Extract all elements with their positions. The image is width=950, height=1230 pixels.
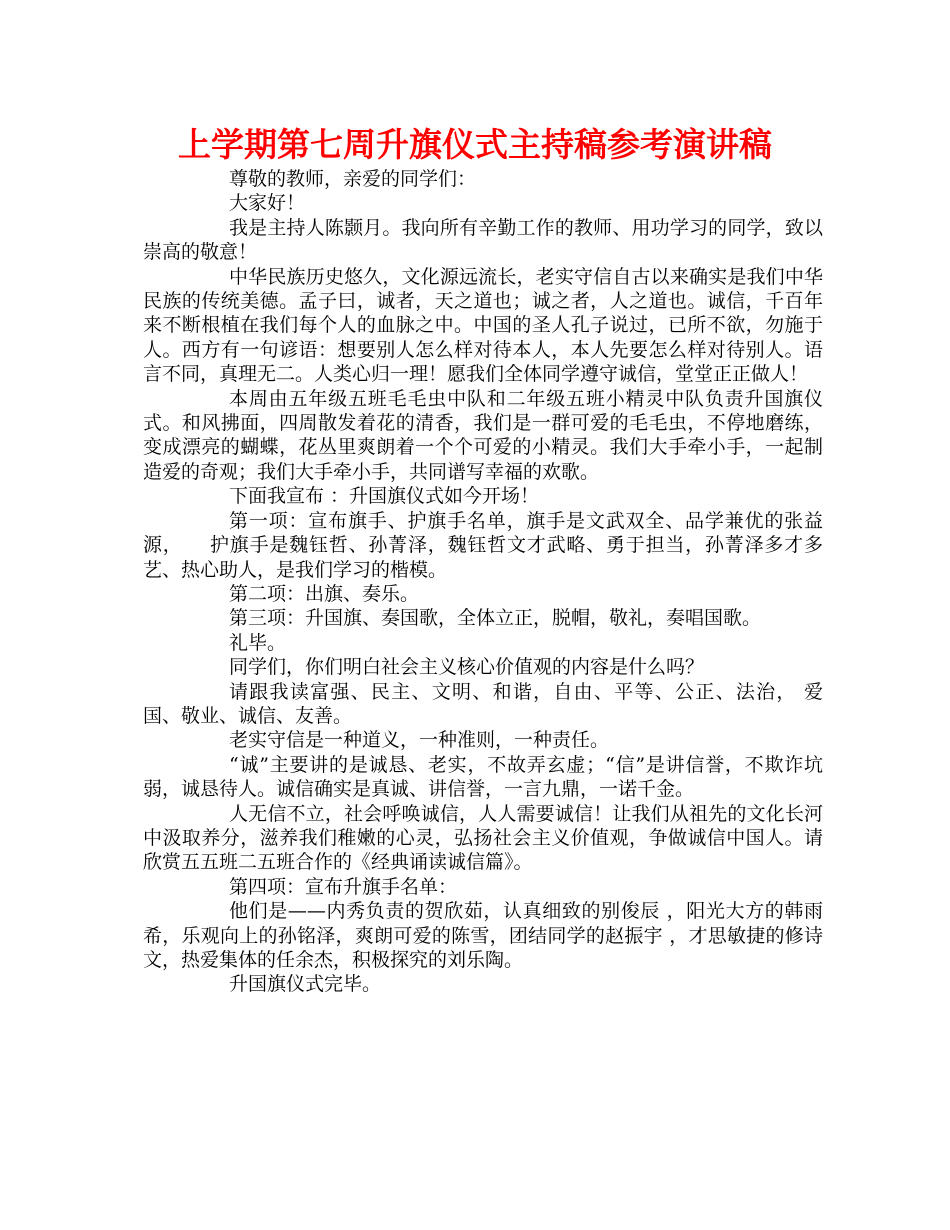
paragraph-greeting: 大家好！: [229, 192, 306, 215]
paragraph-question: 同学们，你们明白社会主义核心价值观的内容是什么吗？: [229, 656, 705, 679]
paragraph-integrity-history: 中华民族历史悠久，文化源远流长，老实守信自古以来确实是我们中华民族的传统美德。孟子曰，诚者，天之道也；诚之者，人之道也。诚信，千百年来不断根植在我们每个人的血脉之中。中国的圣人孔子说过，已所不欲，勿施于人。西方有一句谚语：想要别人怎么样对待本人，本人先要怎么样对待别人。语言不同，真理无二。人类心归一理！愿我们全体同学遵守诚信，堂堂正正做人！: [143, 265, 823, 386]
paragraph-flag-raisers: 他们是——内秀负责的贺欣茹，认真细致的别俊辰 ，阳光大方的韩雨希，乐观向上的孙铭泽，爽朗可爱的陈雪，团结同学的赵振宇 ，才思敏捷的修诗文，热爱集体的任余杰，积极探究的刘乐陶。: [143, 900, 823, 971]
paragraph-ceremony-end: 升国旗仪式完毕。: [229, 973, 382, 996]
paragraph-call-to-action: 人无信不立，社会呼唤诚信，人人需要诚信！让我们从祖先的文化长河中汲取养分，滋养我们稚嫩的心灵，弘扬社会主义价值观，争做诚信中国人。请欣赏五五班二五班合作的《经典诵读诚信篇》。: [143, 802, 823, 874]
paragraph-core-values: 请跟我读富强、民主、文明、和谐，自由、平等、公正、法治， 爱国、敬业、诚信、友善。: [143, 680, 823, 727]
paragraph-salutation: 尊敬的教师，亲爱的同学们：: [229, 168, 477, 190]
paragraph-class-intro: 本周由五年级五班毛毛虫中队和二年级五班小精灵中队负责升国旗仪式。和风拂面，四周散发着花的清香，我们是一群可爱的毛毛虫，不停地磨练，变成漂亮的蝴蝶，花丛里爽朗着一个个可爱的小精灵。我们大手牵小手，一起制造爱的奇观；我们大手牵小手，共同谱写幸福的欢歌。: [143, 387, 823, 483]
paragraph-step-two: 第二项：出旗、奏乐。: [229, 582, 420, 605]
paragraph-ceremony-start: 下面我宣布 ：升国旗仪式如今开场！: [229, 485, 540, 508]
paragraph-step-one: 第一项：宣布旗手、护旗手名单，旗手是文武双全、品学兼优的张益源， 护旗手是魏钰哲、孙菁泽，魏钰哲文才武略、勇于担当，孙菁泽多才多艺、热心助人，是我们学习的楷模。: [143, 509, 823, 581]
document-body: [143, 167, 823, 997]
document-title: 上学期第七周升旗仪式主持稿参考演讲稿: [178, 125, 772, 164]
paragraph-salute-end: 礼毕。: [229, 631, 287, 654]
paragraph-step-three: 第三项：升国旗、奏国歌，全体立正，脱帽，敬礼，奏唱国歌。: [229, 607, 762, 630]
paragraph-host-intro: 我是主持人陈颢月。我向所有辛勤工作的教师、用功学习的同学，致以崇高的敬意！: [143, 216, 823, 264]
paragraph-step-four: 第四项：宣布升旗手名单：: [229, 875, 458, 898]
paragraph-honesty-explanation: “诚”主要讲的是诚恳、老实，不故弄玄虚；“信”是讲信誉，不欺诈坑弱，诚恳待人。诚信确实是真诚、讲信誉，一言九鼎，一诺千金。: [143, 753, 823, 801]
paragraph-honesty-definition: 老实守信是一种道义，一种准则，一种责任。: [229, 729, 610, 752]
